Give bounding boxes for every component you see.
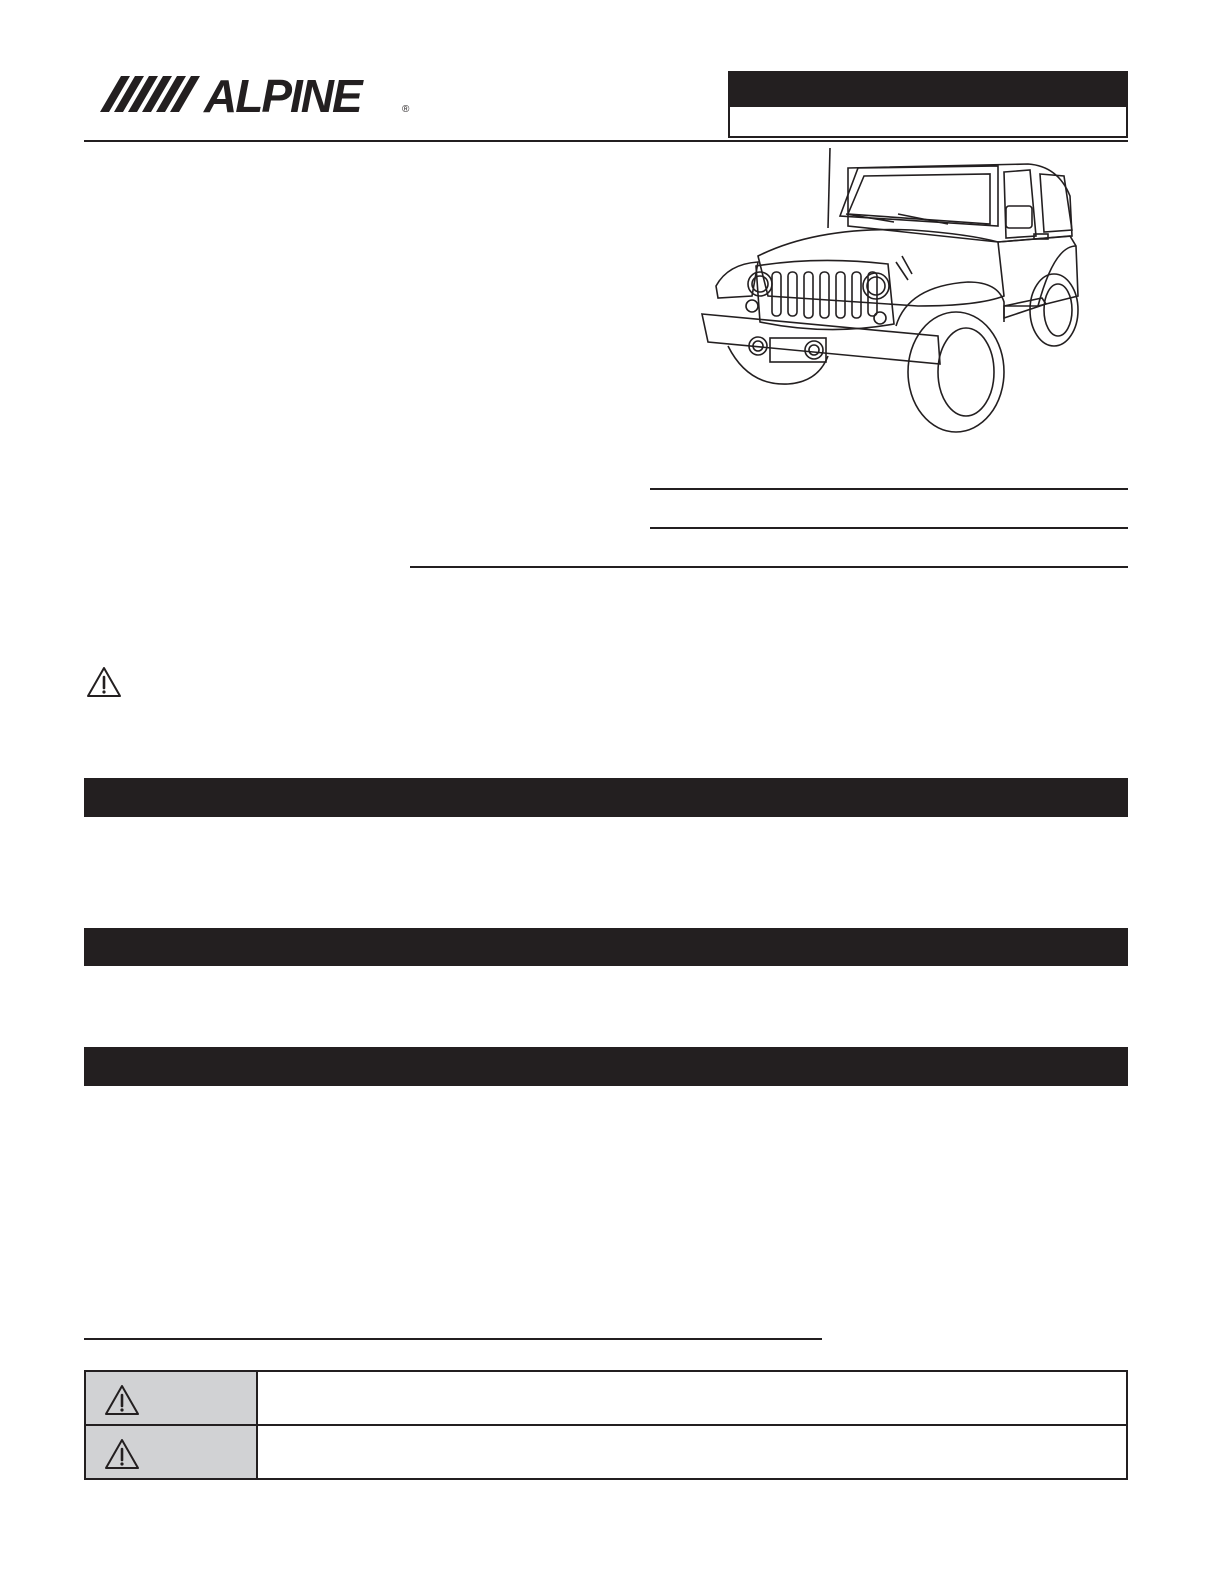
warning-text-cell — [257, 1371, 1127, 1425]
header-rule — [84, 140, 1128, 142]
alpine-logo — [100, 72, 420, 120]
section-bar-2 — [84, 928, 1128, 966]
logo-text: ALPINE — [204, 72, 361, 120]
warning-triangle-icon — [104, 1438, 140, 1470]
registered-mark: ® — [402, 104, 410, 115]
rule-4 — [84, 1338, 822, 1340]
rule-3 — [410, 566, 1128, 568]
header-box — [728, 71, 1128, 138]
header-box-band — [730, 73, 1126, 107]
warning-row — [85, 1371, 1127, 1425]
rule-1 — [650, 488, 1128, 490]
caution-row — [85, 1425, 1127, 1479]
warning-label-cell — [85, 1371, 257, 1425]
section-bar-1 — [84, 778, 1128, 817]
vehicle-illustration — [698, 146, 1090, 436]
section-bar-3 — [84, 1047, 1128, 1086]
warning-table — [84, 1370, 1128, 1480]
caution-text-cell — [257, 1425, 1127, 1479]
warning-triangle-icon — [86, 666, 122, 698]
rule-2 — [650, 527, 1128, 529]
warning-triangle-icon — [104, 1384, 140, 1416]
caution-label-cell — [85, 1425, 257, 1479]
